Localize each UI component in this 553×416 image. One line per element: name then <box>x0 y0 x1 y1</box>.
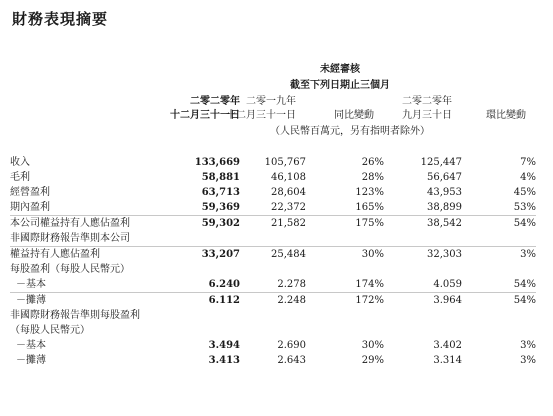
value-qoq-change <box>462 262 536 277</box>
col3-label: 同比變動 <box>334 110 374 121</box>
table-row <box>10 231 536 247</box>
value-q4-2020: 58,881 <box>201 172 240 183</box>
value-q4-2020: 6.112 <box>170 293 240 309</box>
value-q4-2020: 133,669 <box>194 157 240 168</box>
value-yoy-change <box>306 308 384 323</box>
row-label: 收入 <box>10 157 30 168</box>
value-q4-2019 <box>240 231 306 247</box>
row-label: 非國際財務報告準則本公司 <box>10 233 130 244</box>
unit-note: （人民幣百萬元，另有指明者除外） <box>270 126 430 137</box>
row-label: 期內盈利 <box>10 202 50 213</box>
value-qoq-change <box>462 231 536 247</box>
value-qoq-change: 3% <box>520 355 536 366</box>
value-qoq-change: 45% <box>513 187 536 198</box>
col5-label: 環比變動 <box>486 110 526 121</box>
value-q4-2019: 2.248 <box>240 293 306 309</box>
table-row <box>10 262 536 277</box>
value-yoy-change: 174% <box>355 279 384 290</box>
table-row <box>10 308 536 323</box>
value-qoq-change: 53% <box>513 202 536 213</box>
value-qoq-change <box>462 308 536 323</box>
table-row <box>10 277 536 293</box>
value-qoq-change: 3% <box>462 247 536 263</box>
value-q4-2019: 21,582 <box>240 216 306 232</box>
row-label: 經營盈利 <box>10 187 50 198</box>
row-label: 毛利 <box>10 172 30 183</box>
value-yoy-change: 175% <box>306 216 384 232</box>
header-period: 截至下列日期止三個月 <box>290 80 390 91</box>
value-q4-2020 <box>170 231 240 247</box>
value-q4-2019: 28,604 <box>271 187 306 198</box>
value-yoy-change: 30% <box>306 247 384 263</box>
table-row <box>10 293 536 309</box>
value-q4-2020: 33,207 <box>170 247 240 263</box>
value-yoy-change: 30% <box>361 340 384 351</box>
value-yoy-change: 165% <box>355 202 384 213</box>
value-q4-2019: 2.278 <box>277 279 306 290</box>
table-row <box>10 353 536 368</box>
value-yoy-change: 26% <box>361 157 384 168</box>
row-label: －基本 <box>16 279 46 290</box>
value-q4-2020 <box>170 262 240 277</box>
value-yoy-change: 29% <box>361 355 384 366</box>
value-q4-2019: 25,484 <box>240 247 306 263</box>
table-row <box>10 155 536 170</box>
table-row <box>10 170 536 185</box>
value-q4-2020: 59,302 <box>170 216 240 232</box>
value-q3-2020: 3.964 <box>384 293 462 309</box>
value-q3-2020 <box>384 308 462 323</box>
value-qoq-change: 54% <box>462 216 536 232</box>
value-qoq-change: 7% <box>520 157 536 168</box>
col1-date: 十二月三十一日 <box>170 110 240 121</box>
row-label: －基本 <box>16 340 46 351</box>
row-label: 權益持有人應佔盈利 <box>10 247 170 263</box>
value-q3-2020: 3.402 <box>433 340 462 351</box>
value-q3-2020: 3.314 <box>433 355 462 366</box>
table-row <box>10 323 536 338</box>
value-q3-2020: 56,647 <box>427 172 462 183</box>
value-qoq-change: 54% <box>462 293 536 309</box>
table-row <box>10 247 536 263</box>
col4-year: 二零二零年 <box>402 96 452 107</box>
value-q4-2020 <box>170 323 240 338</box>
table-row <box>10 216 536 232</box>
value-qoq-change <box>462 323 536 338</box>
header-unaudited: 未經審核 <box>320 64 360 75</box>
col2-year: 二零一九年 <box>246 96 296 107</box>
value-yoy-change: 123% <box>355 187 384 198</box>
table-row <box>10 338 536 353</box>
value-q4-2019: 2.643 <box>277 355 306 366</box>
value-q3-2020 <box>384 323 462 338</box>
col1-year: 二零二零年 <box>190 96 240 107</box>
row-label: －攤薄 <box>16 355 46 366</box>
value-q3-2020: 32,303 <box>384 247 462 263</box>
table-row <box>10 200 536 216</box>
value-q3-2020: 38,542 <box>384 216 462 232</box>
value-q4-2020: 63,713 <box>201 187 240 198</box>
value-q3-2020: 43,953 <box>427 187 462 198</box>
row-label: 非國際財務報告準則每股盈利 <box>10 310 140 321</box>
value-q4-2020 <box>170 308 240 323</box>
value-qoq-change: 4% <box>520 172 536 183</box>
value-q4-2019: 46,108 <box>271 172 306 183</box>
value-q4-2020: 59,369 <box>201 202 240 213</box>
value-q4-2019 <box>240 262 306 277</box>
value-q3-2020: 125,447 <box>420 157 462 168</box>
value-q4-2019: 2.690 <box>277 340 306 351</box>
value-qoq-change: 3% <box>520 340 536 351</box>
value-q3-2020 <box>384 262 462 277</box>
value-q4-2019 <box>240 308 306 323</box>
value-yoy-change <box>306 231 384 247</box>
row-label: 每股盈利（每股人民幣元） <box>10 264 130 275</box>
value-qoq-change: 54% <box>513 279 536 290</box>
value-yoy-change <box>306 262 384 277</box>
value-q4-2020: 3.494 <box>208 340 240 351</box>
value-q3-2020 <box>384 231 462 247</box>
value-q4-2020: 6.240 <box>208 279 240 290</box>
value-q4-2020: 3.413 <box>208 355 240 366</box>
row-label: （每股人民幣元） <box>10 325 90 336</box>
row-label: 本公司權益持有人應佔盈利 <box>10 216 170 232</box>
value-q4-2019: 105,767 <box>264 157 306 168</box>
value-yoy-change <box>306 323 384 338</box>
page-title: 財務表現摘要 <box>12 10 109 28</box>
value-yoy-change: 172% <box>306 293 384 309</box>
financial-summary-table <box>10 155 536 368</box>
value-q3-2020: 38,899 <box>427 202 462 213</box>
value-q4-2019 <box>240 323 306 338</box>
col4-date: 九月三十日 <box>402 110 452 121</box>
row-label: －攤薄 <box>10 293 170 309</box>
table-row <box>10 185 536 200</box>
value-q4-2019: 22,372 <box>271 202 306 213</box>
value-q3-2020: 4.059 <box>433 279 462 290</box>
col2-date: 十二月三十一日 <box>226 110 296 121</box>
value-yoy-change: 28% <box>361 172 384 183</box>
